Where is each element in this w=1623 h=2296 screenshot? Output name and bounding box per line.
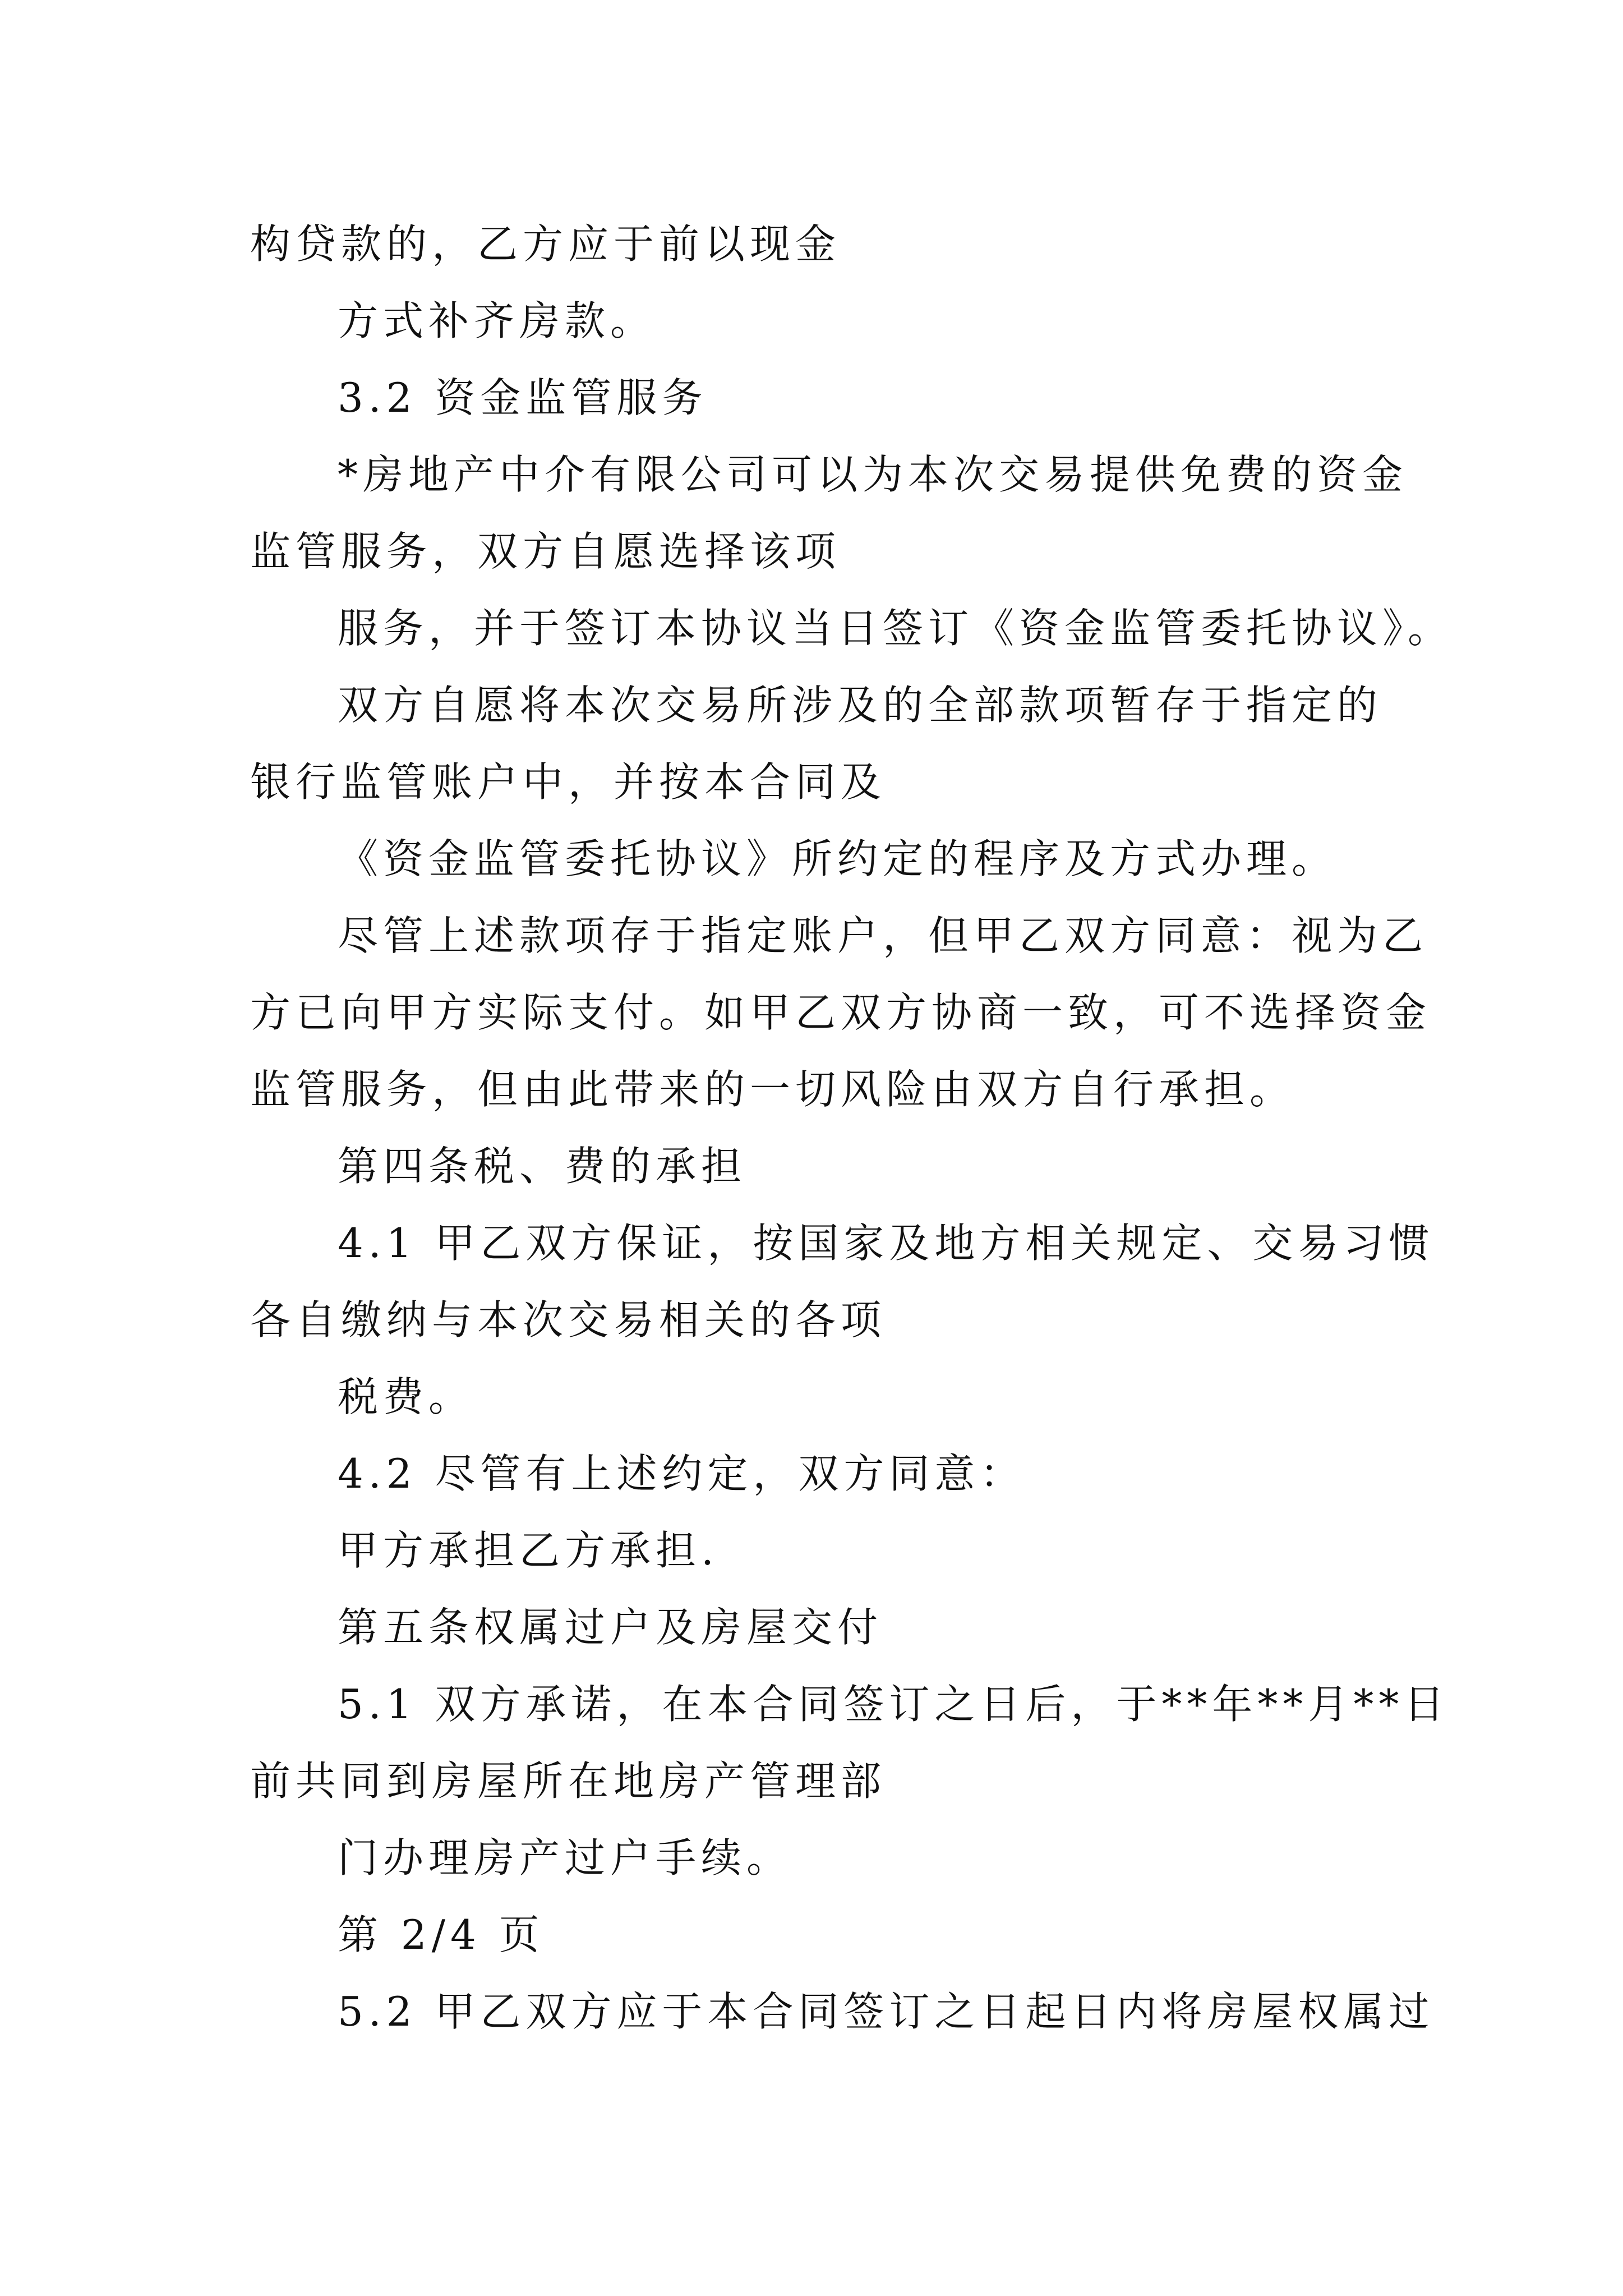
text-line: 《资金监管委托协议》所约定的程序及方式办理。 [338, 835, 1338, 882]
text-line: 前共同到房屋所在地房产管理部 [250, 1757, 887, 1805]
text-line: 监管服务，但由此带来的一切风险由双方自行承担。 [250, 1066, 1295, 1113]
text-line: 监管服务，双方自愿选择该项 [250, 528, 841, 575]
text-line: 4.1 甲乙双方保证，按国家及地方相关规定、交易习惯 [338, 1220, 1435, 1267]
article-heading: 第五条权属过户及房屋交付 [338, 1604, 883, 1651]
text-line: 5.2 甲乙双方应于本合同签订之日起日内将房屋权属过 [338, 1988, 1435, 2035]
text-line: 5.1 双方承诺，在本合同签订之日后，于**年**月**日 [338, 1681, 1450, 1728]
section-heading: 3.2 资金监管服务 [338, 374, 708, 421]
text-line: 双方自愿将本次交易所涉及的全部款项暂存于指定的 [338, 682, 1383, 729]
article-heading: 第四条税、费的承担 [338, 1143, 747, 1190]
text-line: 构贷款的，乙方应于前以现金 [250, 220, 841, 268]
text-line: 各自缴纳与本次交易相关的各项 [250, 1296, 887, 1343]
text-line: 尽管上述款项存于指定账户，但甲乙双方同意：视为乙 [338, 912, 1428, 959]
text-line: 服务，并于签订本协议当日签订《资金监管委托协议》。 [338, 605, 1454, 652]
text-line: 4.2 尽管有上述约定，双方同意： [338, 1450, 1026, 1497]
text-line: *房地产中介有限公司可以为本次交易提供免费的资金 [338, 451, 1408, 498]
text-line: 方已向甲方实际支付。如甲乙双方协商一致，可不选择资金 [250, 989, 1432, 1036]
text-line: 银行监管账户中，并按本合同及 [250, 758, 887, 806]
text-line: 税费。 [338, 1373, 474, 1420]
page-number: 第 2/4 页 [338, 1911, 545, 1958]
text-line: 门办理房产过户手续。 [338, 1834, 792, 1881]
text-line: 甲方承担乙方承担. [338, 1527, 719, 1574]
text-line: 方式补齐房款。 [338, 297, 656, 344]
